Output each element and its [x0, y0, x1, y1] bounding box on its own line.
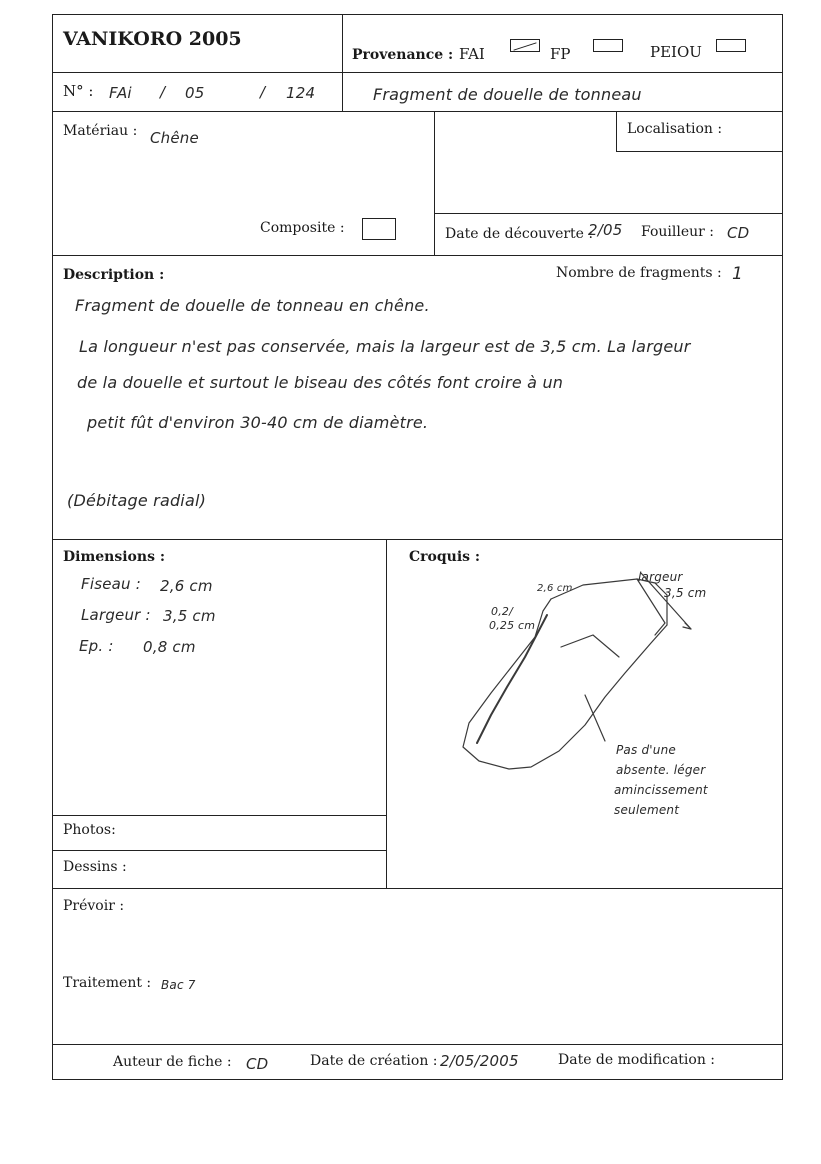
sketch-note-1: Pas d'une — [616, 743, 676, 757]
sketch-annotation-top: 2,6 cm — [537, 583, 573, 594]
discovery-date-label: Date de découverte : — [445, 226, 594, 242]
digger-value: CD — [727, 224, 750, 242]
number-year: 05 — [185, 84, 205, 102]
option-fai-checkbox[interactable] — [510, 39, 540, 52]
fragments-label: Nombre de fragments : — [556, 265, 722, 281]
created-value: 2/05/2005 — [440, 1052, 519, 1070]
sheet-title: VANIKORO 2005 — [63, 28, 242, 50]
number-id: 124 — [286, 84, 316, 102]
composite-checkbox[interactable] — [362, 218, 396, 240]
author-label: Auteur de fiche : — [113, 1054, 232, 1070]
dimension-3-name: Ep. : — [79, 637, 114, 655]
number-sep-1: / — [160, 83, 166, 101]
dimensions-label: Dimensions : — [63, 549, 165, 565]
dimension-1-name: Fiseau : — [81, 575, 141, 593]
provenance-label: Provenance : — [352, 47, 454, 63]
sketch-label: Croquis : — [409, 549, 481, 565]
number-site: FAi — [109, 84, 132, 102]
divider-v-material — [434, 111, 435, 255]
divider-discovery — [434, 213, 782, 214]
option-peiou-label: PEIOU — [650, 43, 702, 61]
stave-sketch — [455, 565, 745, 785]
divider-photos — [53, 815, 386, 816]
dimension-2-name: Largeur : — [81, 606, 151, 624]
divider-v-header — [342, 15, 343, 111]
photos-label: Photos: — [63, 822, 116, 838]
option-fp-checkbox[interactable] — [593, 39, 623, 52]
option-fp-label: FP — [550, 45, 571, 63]
description-label: Description : — [63, 267, 165, 283]
option-peiou-checkbox[interactable] — [716, 39, 746, 52]
description-line-2: La longueur n'est pas conservée, mais la largeur est de 3,5 cm. La largeur — [79, 337, 691, 356]
divider-footer — [53, 1044, 782, 1045]
sketch-annotation-width-label: largeur — [638, 570, 683, 584]
divider-v-dimensions — [386, 539, 387, 888]
sketch-note-3: amincissement — [614, 783, 708, 797]
description-line-4: petit fût d'environ 30-40 cm de diamètre. — [87, 413, 429, 432]
author-value: CD — [246, 1055, 269, 1073]
option-fai-label: FAI — [459, 45, 485, 63]
sketch-outline-face — [463, 599, 667, 769]
discovery-date-value: 2/05 — [588, 221, 623, 239]
localisation-label: Localisation : — [627, 121, 723, 137]
digger-label: Fouilleur : — [641, 224, 714, 240]
sketch-annotation-thickness-2: 0,25 cm — [489, 619, 536, 632]
number-label: N° : — [63, 82, 94, 100]
divider-description — [53, 255, 782, 256]
fragments-value: 1 — [732, 264, 744, 284]
description-line-1: Fragment de douelle de tonneau en chêne. — [75, 296, 430, 315]
sketch-annotation-width-value: 3,5 cm — [664, 586, 707, 600]
plan-label: Prévoir : — [63, 898, 125, 914]
description-line-5: (Débitage radial) — [67, 491, 207, 510]
dimension-2-value: 3,5 cm — [163, 607, 216, 625]
sketch-note-4: seulement — [614, 803, 680, 817]
divider-dimensions — [53, 539, 782, 540]
divider-prevoir — [53, 888, 782, 889]
composite-label: Composite : — [260, 220, 345, 236]
divider-number — [53, 111, 782, 112]
dimension-1-value: 2,6 cm — [160, 577, 213, 595]
material-value: Chêne — [150, 129, 199, 147]
modified-label: Date de modification : — [558, 1052, 716, 1068]
drawings-label: Dessins : — [63, 859, 127, 875]
number-sep-2: / — [260, 83, 266, 101]
sketch-outline-edge — [477, 615, 547, 743]
divider-v-localisation — [616, 111, 617, 151]
created-label: Date de création : — [310, 1053, 438, 1069]
divider-localisation — [616, 151, 782, 152]
record-sheet — [52, 14, 783, 1080]
material-label: Matériau : — [63, 123, 138, 139]
dimension-3-value: 0,8 cm — [143, 638, 196, 656]
divider-dessins — [53, 850, 386, 851]
sketch-inner-line — [561, 635, 619, 657]
sketch-outline-top — [551, 579, 665, 635]
sketch-note-2: absente. léger — [616, 763, 706, 777]
object-designation: Fragment de douelle de tonneau — [373, 85, 642, 104]
sketch-dimension-arrow — [641, 573, 691, 629]
treatment-value: Bac 7 — [161, 978, 196, 992]
divider-header — [53, 72, 782, 73]
description-line-3: de la douelle et surtout le biseau des côtés font croire à un — [77, 373, 564, 392]
sketch-annotation-thickness: 0,2/ — [491, 605, 513, 618]
treatment-label: Traitement : — [63, 975, 152, 991]
